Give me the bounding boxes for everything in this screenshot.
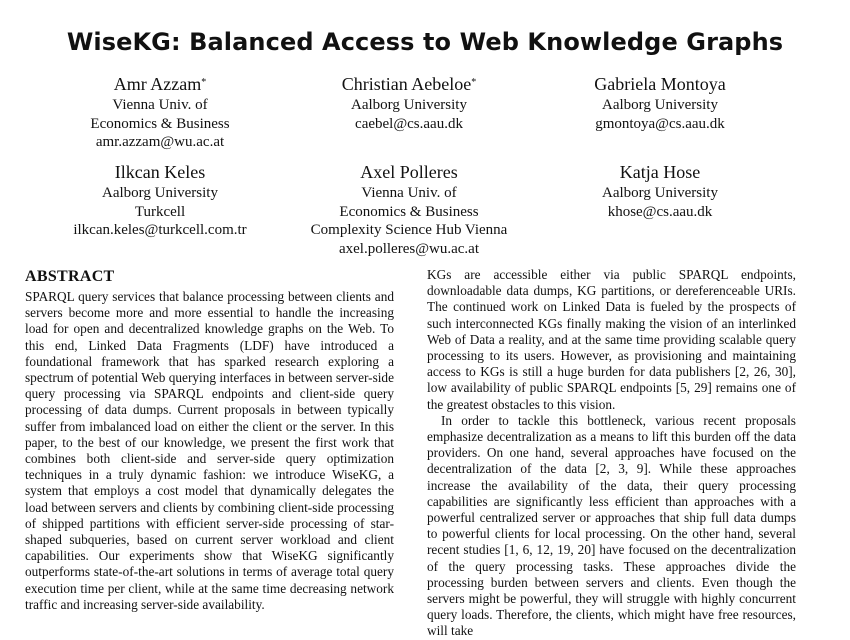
author-name: Christian Aebeloe* [341, 74, 477, 94]
left-column [25, 267, 394, 613]
abstract-text: SPARQL query services that balance processing between clients and servers become more and more essential to handle the increasing load for open and decentralized knowledge graphs on the Web. To this end, Linked Data Fragments (LDF) have introduced a foundational framework that has sparked research exploring a spectrum of potential Web querying interfaces in between server-side query processing via SPARQL endpoints and client-side query processing of data dumps. Current proposals in between typically suffer from imbalanced load on either the client or the server. In this paper, to the best of our knowledge, we present the first work that combines both client-side and server-side query optimization techniques in a truly dynamic fashion: we introduce WiseKG, a system that employs a cost model that dynamically delegates the load between servers and clients by combining client-side processing of shipped partitions with efficient server-side processing of star-shaped subqueries, based on current server workload and client capabilities. Our experiments show that WiseKG significantly outperforms state-of-the-art solutions in terms of average total query execution time per client, while at the same time decreasing network traffic and increasing server-side availability. [25, 289, 394, 612]
author-affiliation: Aalborg University [351, 97, 467, 113]
author-name: Gabriela Montoya [594, 74, 726, 94]
author-affiliation: Economics & Business [90, 115, 230, 132]
equal-contribution-mark: * [201, 77, 207, 88]
author-affiliation: Aalborg University [602, 97, 718, 113]
author-affiliation: Aalborg University [602, 185, 718, 201]
abstract-heading: ABSTRACT [25, 268, 115, 285]
author-email: ilkcan.keles@turkcell.com.tr [73, 222, 247, 238]
author-affiliation: Aalborg University [102, 185, 218, 201]
intro-paragraph: KGs are accessible either via public SPARQL endpoints, downloadable data dumps, KG partitions, or dereferenceable URIs. The continued work on Linked Data is fueled by the prospects of such interconnected KGs finally making the vision of an interlinked Web of Data a reality, and at the same time providing scalable query processing to its users. However, as provisioning and maintaining access to KGs is still a huge burden for data publishers [2, 26, 30], low availability of public SPARQL endpoints [5, 29] remains one of the greatest obstacles to this vision. [427, 267, 796, 412]
author-email: caebel@cs.aau.dk [355, 115, 463, 132]
author-block [269, 73, 549, 133]
paper-title: WiseKG: Balanced Access to Web Knowledge Graphs [66, 28, 784, 56]
author-name: Katja Hose [619, 162, 701, 182]
author-block [269, 161, 549, 258]
author-email: gmontoya@cs.aau.dk [595, 115, 725, 132]
author-name: Amr Azzam* [113, 74, 207, 94]
author-email: amr.azzam@wu.ac.at [95, 134, 225, 150]
author-block [520, 161, 800, 221]
equal-contribution-mark: * [471, 77, 477, 88]
author-block [20, 161, 300, 240]
author-name: Ilkcan Keles [114, 162, 206, 182]
author-email: khose@cs.aau.dk [607, 203, 713, 220]
author-name: Axel Polleres [360, 162, 458, 182]
author-affiliation: Turkcell [134, 203, 186, 220]
author-affiliation: Economics & Business [339, 203, 479, 220]
author-affiliation: Complexity Science Hub Vienna [310, 222, 508, 238]
author-block [20, 73, 300, 152]
author-affiliation: Vienna Univ. of [112, 97, 208, 113]
author-email: axel.polleres@wu.ac.at [338, 240, 479, 257]
author-block [520, 73, 800, 133]
intro-paragraph: In order to tackle this bottleneck, various recent proposals emphasize decentralization as a means to lift this burden off the data providers. On one hand, several approaches have focused on the decentralization of the data [2, 3, 9]. While these approaches increase the availability of the data, their query processing capabilities are significantly less efficient than approaches with a powerful centralized server or approaches that ship full data dumps to powerful clients for local processing. On the other hand, several recent studies [1, 6, 12, 19, 20] have focused on the decentralization of the query processing tasks. These approaches divide the processing burden between servers and clients. Even though the servers might be powerful, they will struggle with highly concurrent query loads. Therefore, the clients, which might have free resources, will take [427, 412, 796, 639]
right-column [427, 267, 796, 640]
author-affiliation: Vienna Univ. of [361, 185, 457, 201]
